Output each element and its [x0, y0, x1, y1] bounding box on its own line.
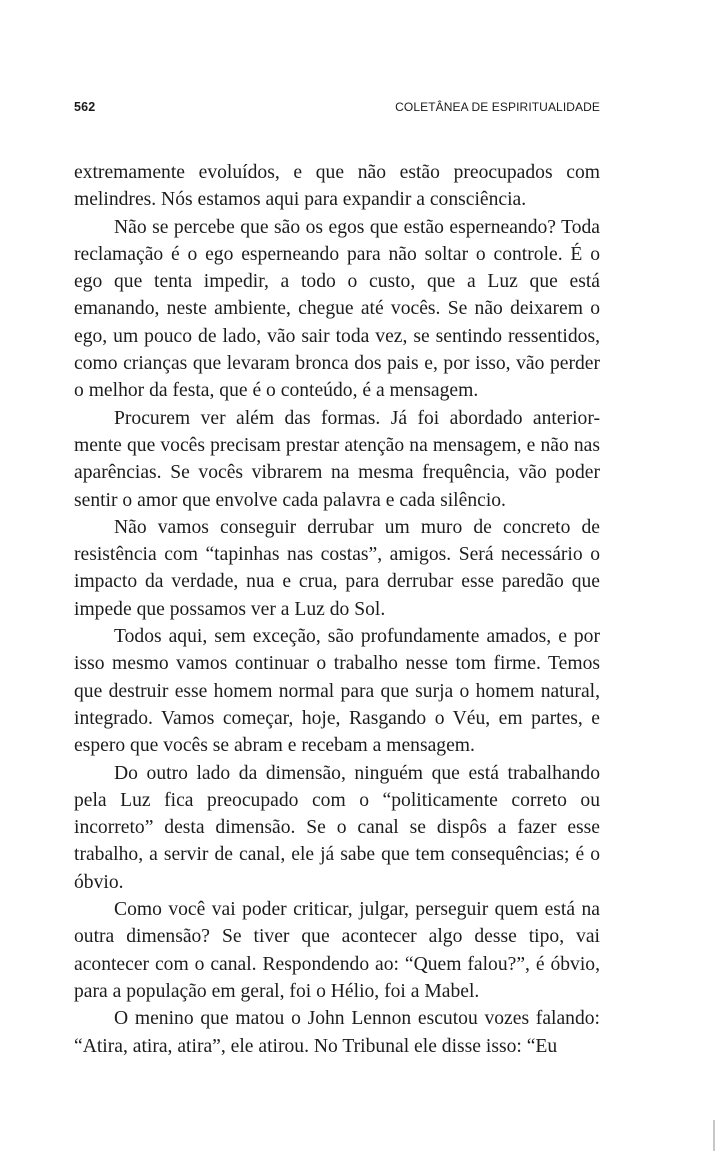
paragraph: Do outro lado da dimensão, ninguém que está trabalhando pela Luz fica preocupado com o “politicamente correto ou incorreto” desta dimensão. Se o canal se dispôs a fazer esse trabalho, a servir de canal, ele já sabe que tem consequências; é o óbvio.	[74, 762, 600, 893]
page-edge-mark	[713, 1120, 715, 1151]
body-text	[74, 159, 600, 1060]
running-header	[74, 100, 600, 118]
page-number: 562	[74, 100, 96, 114]
book-title: COLETÂNEA DE ESPIRITUALIDADE	[395, 100, 600, 114]
paragraph: Todos aqui, sem exceção, são profundamente amados, e por isso mesmo vamos continuar o trabalho nesse tom firme. Temos que destruir esse homem normal para que surja o homem natural, integrado. Vamos começar, hoje, Rasgando o Véu, em partes, e espero que vocês se abram e recebam a mensagem.	[74, 626, 600, 757]
paragraph: Como você vai poder criticar, julgar, perseguir quem está na outra dimensão? Se tiver que acontecer algo desse tipo, vai acontecer com o canal. Respondendo ao: “Quem falou?”, é óbvio, para a população em geral, foi o Hélio, foi a Mabel.	[74, 899, 600, 1002]
paragraph-continued: extremamente evoluídos, e que não estão preocupados com melindres. Nós estamos aqui para expandir a consciência.	[74, 162, 600, 211]
paragraph: Procurem ver além das formas. Já foi abordado anterior-mente que vocês precisam prestar atenção na mensagem, e não nas aparências. Se vocês vibrarem na mesma frequência, vão poder sentir o amor que envolve cada palavra e cada silêncio.	[74, 407, 600, 511]
paragraph: Não se percebe que são os egos que estão esperneando? Toda reclamação é o ego esperneando para não soltar o controle. É o ego que tenta impedir, a todo o custo, que a Luz que está emanando, neste ambiente, chegue até vocês. Se não deixarem o ego, um pouco de lado, vão sair toda vez, se sentindo ressentidos, como crianças que levaram bronca dos pais e, por isso, vão perder o melhor da festa, que é o conteúdo, é a mensagem.	[74, 216, 600, 402]
paragraph: Não vamos conseguir derrubar um muro de concreto de resistência com “tapinhas nas costas”, amigos. Será necessário o impacto da verdade, nua e crua, para derrubar esse paredão que impede que possamos ver a Luz do Sol.	[74, 516, 600, 620]
paragraph: O menino que matou o John Lennon escutou vozes falando: “Atira, atira, atira”, ele atirou. No Tribunal ele disse isso: “Eu	[74, 1008, 600, 1057]
